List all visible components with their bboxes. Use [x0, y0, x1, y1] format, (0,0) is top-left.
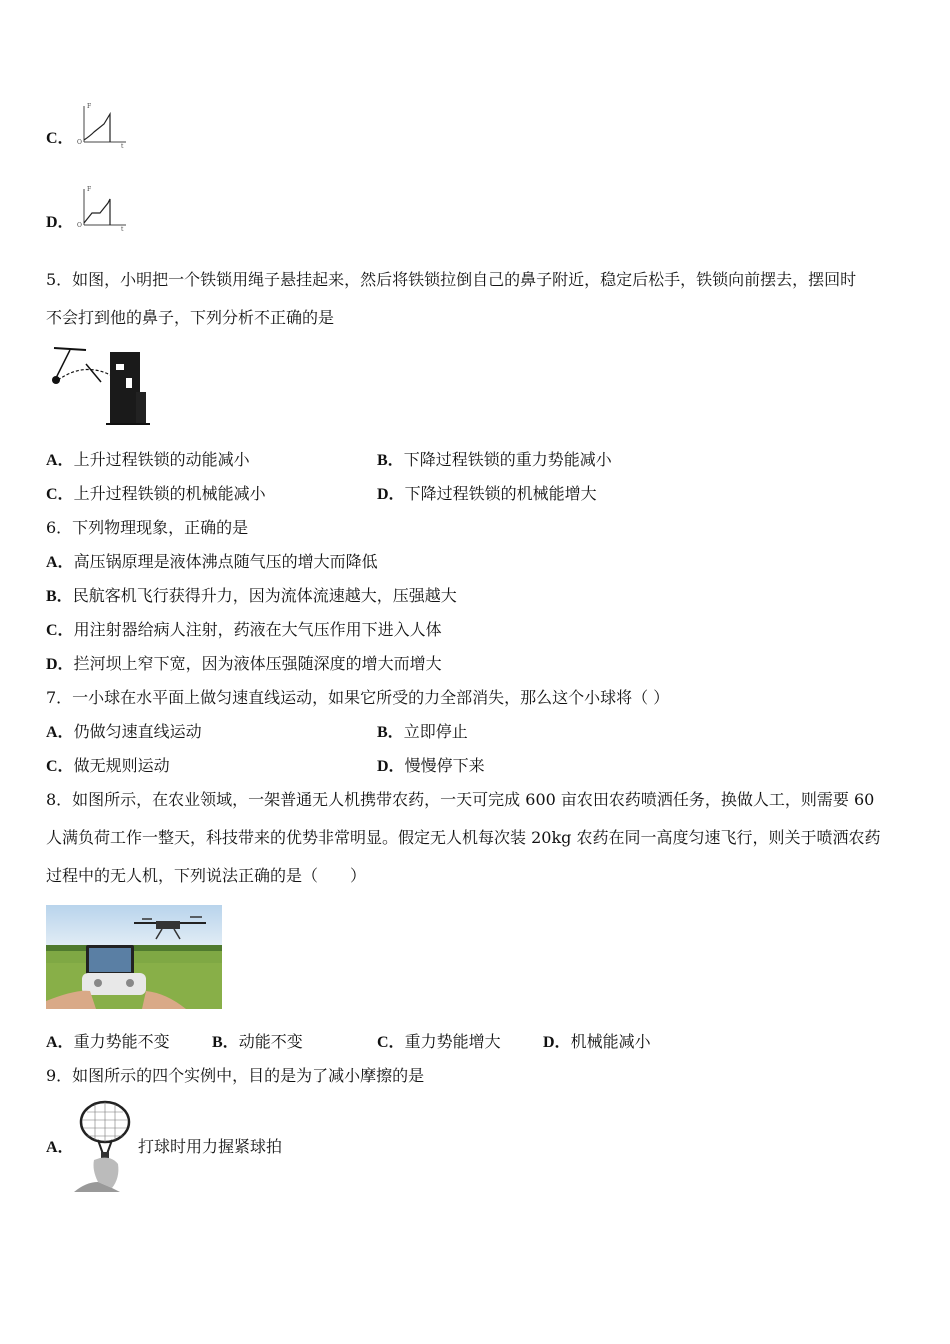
q4-option-d-label: D． — [46, 214, 74, 231]
q7-option-a — [46, 722, 202, 743]
q5-option-d — [377, 484, 597, 505]
q8-option-a — [46, 1032, 170, 1053]
q4-option-d-graph — [74, 183, 128, 231]
q5-option-a-label: A． — [46, 452, 74, 469]
q4c-axis-y: F — [87, 103, 92, 110]
q5-option-b — [377, 450, 612, 471]
q7-option-b — [377, 722, 468, 743]
q5-option-d-text: 下降过程铁锁的机械能增大 — [404, 484, 597, 503]
q4c-origin: O — [77, 139, 82, 146]
q8-option-b — [212, 1032, 303, 1053]
q6-option-c — [46, 620, 442, 641]
q5-option-b-text: 下降过程铁锁的重力势能减小 — [403, 450, 612, 469]
q5-option-b-label: B． — [377, 452, 404, 469]
q5-option-c-text: 上升过程铁锁的机械能减小 — [73, 484, 266, 503]
q6-option-c-text: 用注射器给病人注射，药液在大气压作用下进入人体 — [73, 620, 442, 639]
q7-option-c-text: 做无规则运动 — [73, 756, 170, 775]
q5-option-a-text: 上升过程铁锁的动能减小 — [73, 450, 250, 469]
q6-option-a-label: A． — [46, 554, 74, 571]
q8-option-d-text: 机械能减小 — [570, 1032, 651, 1051]
q6-option-d-text: 拦河坝上窄下宽，因为液体压强随深度的增大而增大 — [73, 654, 442, 673]
q6-option-d-label: D． — [46, 656, 74, 673]
q6-option-d — [46, 654, 442, 675]
q5-option-d-label: D． — [377, 486, 405, 503]
q6-option-a-text: 高压锅原理是液体沸点随气压的增大而降低 — [73, 552, 378, 571]
q7-option-d — [377, 756, 485, 777]
q8-option-a-text: 重力势能不变 — [73, 1032, 170, 1051]
q4-option-c — [46, 128, 74, 149]
q8-option-d-label: D． — [543, 1034, 571, 1051]
q7-option-c-label: C． — [46, 758, 74, 775]
q8-option-d — [543, 1032, 651, 1053]
q4d-origin: O — [77, 222, 82, 229]
q8-stem-line2: 人满负荷工作一整天，科技带来的优势非常明显。假定无人机每次装 20kg 农药在同一高度匀速飞行，则关于喷洒农药 — [46, 828, 881, 847]
q7-option-d-text: 慢慢停下来 — [404, 756, 485, 775]
q6-option-c-label: C． — [46, 622, 74, 639]
q7-option-d-label: D． — [377, 758, 405, 775]
q4-option-c-graph — [74, 100, 128, 148]
q7-option-b-label: B． — [377, 724, 404, 741]
q5-stem-line1: 5．如图，小明把一个铁锁用绳子悬挂起来，然后将铁锁拉倒自己的鼻子附近，稳定后松手，铁锁向前摆去，摆回时 — [46, 270, 857, 289]
q8-option-a-label: A． — [46, 1034, 74, 1051]
q9-option-a-text: 打球时用力握紧球拍 — [138, 1137, 283, 1156]
q8-drone-photo — [46, 905, 222, 1009]
q6-option-a — [46, 552, 378, 573]
q7-option-c — [46, 756, 170, 777]
q4d-axis-x: t — [121, 226, 124, 231]
q6-option-b-label: B． — [46, 588, 73, 605]
q9-option-a-racket-figure — [72, 1098, 138, 1192]
q7-option-a-text: 仍做匀速直线运动 — [73, 722, 202, 741]
q9-stem: 9．如图所示的四个实例中，目的是为了减小摩擦的是 — [46, 1066, 425, 1085]
q7-option-a-label: A． — [46, 724, 74, 741]
q9-option-a-label-text: A． — [46, 1139, 74, 1156]
q4-option-d — [46, 212, 74, 233]
q8-stem-line3: 过程中的无人机，下列说法正确的是（ ） — [46, 866, 367, 885]
q5-option-c — [46, 484, 266, 505]
q7-option-b-text: 立即停止 — [403, 722, 468, 741]
q9-option-a-label — [46, 1137, 74, 1158]
q5-option-c-label: C． — [46, 486, 74, 503]
q5-option-a — [46, 450, 250, 471]
q5-stem-line2: 不会打到他的鼻子，下列分析不正确的是 — [46, 308, 335, 327]
q8-option-c — [377, 1032, 501, 1053]
q8-stem-line1: 8．如图所示，在农业领域，一架普通无人机携带农药，一天可完成 600 亩农田农药喷洒任务，换做人工，则需要 60 — [46, 790, 875, 809]
q4-option-c-label: C． — [46, 130, 74, 147]
q6-option-b — [46, 586, 457, 607]
q7-stem: 7．一小球在水平面上做匀速直线运动，如果它所受的力全部消失，那么这个小球将（ ） — [46, 688, 670, 707]
hand-icon — [74, 1158, 120, 1192]
q4d-axis-y: F — [87, 186, 92, 193]
q8-option-b-text: 动能不变 — [238, 1032, 303, 1051]
q4c-axis-x: t — [121, 143, 124, 148]
q8-option-c-label: C． — [377, 1034, 405, 1051]
q5-lock-pendulum-figure — [46, 342, 154, 430]
q8-option-b-label: B． — [212, 1034, 239, 1051]
q8-option-c-text: 重力势能增大 — [404, 1032, 501, 1051]
q6-stem: 6．下列物理现象，正确的是 — [46, 518, 249, 537]
q6-option-b-text: 民航客机飞行获得升力，因为流体流速越大，压强越大 — [72, 586, 457, 605]
